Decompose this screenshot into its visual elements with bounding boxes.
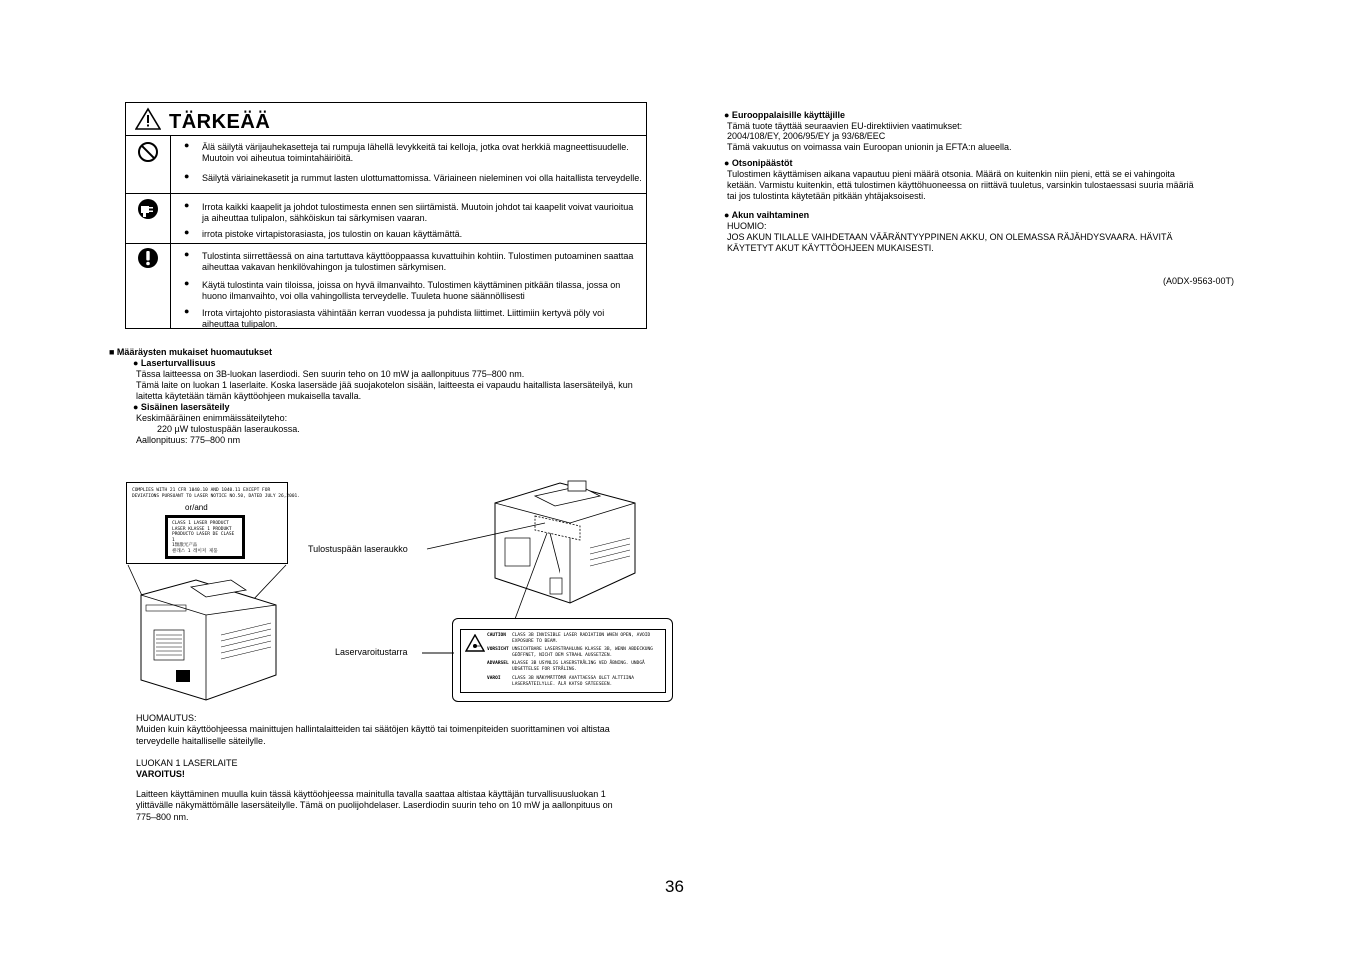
varoitus-heading: VAROITUS! <box>136 769 185 779</box>
warning-item: Irrota virtajohto pistorasiasta vähintään kerran vuodessa ja puhdista liittimet. Liittimiin kertyvä pöly voi aiheuttaa tulipalon. <box>202 308 605 329</box>
ozone-line: Tulostimen käyttämisen aikana vapautuu pieni määrä otsonia. Määrä on kuitenkin niin pieni, että se ei vahingoita <box>727 169 1175 179</box>
warning-item: Irrota kaikki kaapelit ja johdot tulostimesta ennen sen siirtämistä. Muutoin johdot tai kaapelit voivat vaurioitua ja aiheuttaa tulipalon, sähköiskun tai särkymisen vaaran. <box>202 202 634 223</box>
caution-text: CLASS 3B INVISIBLE LASER RADIATION WHEN OPEN, AVOID EXPOSURE TO BEAM. <box>512 633 651 644</box>
prohibited-icon <box>137 141 159 163</box>
internal-radiation-line: Aallonpituus: 775–800 nm <box>136 435 241 445</box>
warning-title: TÄRKEÄÄ <box>169 111 271 133</box>
class1-line: PRODUCTO LASER DE CLASE 1 <box>172 532 235 543</box>
warning-item: Älä säilytä värijauhekasetteja tai rumpuja lähellä levykkeitä tai kelloja, jotka ovat herkkiä magneettisuudelle. Muutoin voi aiheutua toimintahäiriöitä. <box>202 142 629 163</box>
warning-triangle-icon <box>135 107 161 131</box>
varoitus-line: ylittävälle näkymättömälle lasersäteilylle. Tämä on puolijohdelaser. Laserdiodin suurin teho on 10 mW ja aallonpituus on <box>136 800 613 810</box>
varoitus-line: 775–800 nm. <box>136 812 189 822</box>
caution-head: VAROI <box>487 676 501 681</box>
printer-rear-illustration <box>136 575 281 705</box>
ozone-line: tai jos tulostinta käytetään pitkään yhtäjaksoisesti. <box>727 191 926 201</box>
caution-text: CLASS 3B NÄKYMÄTTÖMÄ AVATTAESSA OLET ALTTIINA LASERSÄTEILYLLE. ÄLÄ KATSO SÄTEESEEN. <box>512 676 634 687</box>
battery-line: HUOMIO: <box>727 221 767 231</box>
bullet: ● <box>184 140 190 150</box>
caution-text: UNSICHTBARE LASERSTRAHLUNG KLASSE 3B, WENN ABDECKUNG GEÖFFNET, NICHT DEM STRAHL AUSSETZEN. <box>512 647 653 658</box>
class1-heading: LUOKAN 1 LASERLAITE <box>136 758 238 768</box>
notice-label: HUOMAUTUS: <box>136 713 197 723</box>
internal-radiation-line: 220 µW tulostuspään laseraukossa. <box>157 424 300 434</box>
bullet: ● <box>184 227 190 237</box>
battery-heading: ● Akun vaihtaminen <box>724 210 810 220</box>
internal-radiation-heading: ● Sisäinen lasersäteily <box>133 402 230 412</box>
notice-line: Muiden kuin käyttöohjeessa mainittujen hallintalaitteiden tai säätöjen käyttö tai toimenpiteiden suorittaminen voi altistaa <box>136 724 610 734</box>
battery-line: KÄYTETYT AKUT KÄYTTÖOHJEEN MUKAISESTI. <box>727 243 934 253</box>
class1-line: CLASS 1 LASER PRODUCT <box>172 521 229 526</box>
bullet: ● <box>184 249 190 259</box>
laser-safety-line: Tässa laitteessa on 3B-luokan laserdiodi. Sen suurin teho on 10 mW ja aallonpituus 775–800 nm. <box>136 369 525 379</box>
warning-item: Käytä tulostinta vain tiloissa, joissa on hyvä ilmanvaihto. Tulostimen käyttäminen pitkään tilassa, jossa on huono ilmanvaihto, voi olla vahingollista terveydelle. Tuuleta huone säännöllisesti <box>202 280 621 301</box>
ozone-line: ketään. Varmistu kuitenkin, että tulostimen käyttöhuoneessa on riittävä tuuletus, varsinkin tulostaessasi suuria määriä <box>727 180 1194 190</box>
laser-safety-line: laitetta käytetään tämän käyttöohjeen mukaisella tavalla. <box>136 391 362 401</box>
warning-header <box>126 103 646 136</box>
bullet: ● <box>184 278 190 288</box>
compliance-text: COMPLIES WITH 21 CFR 1040.10 AND 1040.11 EXCEPT FOR <box>132 488 271 493</box>
warning-item: Säilytä väriainekasetit ja rummut lasten ulottumattomissa. Väriaineen nieleminen voi olla haitallista terveydelle. <box>202 173 642 183</box>
battery-line: JOS AKUN TILALLE VAIHDETAAN VÄÄRÄNTYYPPINEN AKKU, ON OLEMASSA RÄJÄHDYSVAARA. HÄVITÄ <box>727 232 1173 242</box>
eu-line: 2004/108/EY, 2006/95/EY ja 93/68/EEC <box>727 131 886 141</box>
ozone-heading: ● Otsonipäästöt <box>724 158 793 168</box>
class1-label <box>165 515 245 559</box>
laser-safety-line: Tämä laite on luokan 1 laserlaite. Koska lasersäde jää suojakotelon sisään, laitteesta ei vapaudu haitallista lasersäteilyä, kun <box>136 380 633 390</box>
laser-safety-heading: ● Laserturvallisuus <box>133 358 216 368</box>
bullet: ● <box>184 200 190 210</box>
page-number: 36 <box>665 877 684 896</box>
warning-section-prohibited <box>126 136 646 194</box>
class1-line: 1類激光产品 <box>172 543 198 548</box>
warning-box <box>125 102 647 329</box>
warning-item: irrota pistoke virtapistorasiasta, jos tulostin on kauan käyttämättä. <box>202 229 463 239</box>
eu-line: Tämä tuote täyttää seuraavien EU-direktiivien vaatimukset: <box>727 121 963 131</box>
caution-head: VORSICHT <box>487 647 509 652</box>
regulatory-heading: ■ Määräysten mukaiset huomautukset <box>109 347 272 357</box>
exclamation-icon <box>137 247 159 269</box>
caution-head: CAUTION <box>487 633 506 638</box>
internal-radiation-line: Keskimääräinen enimmäissäteilyteho: <box>136 413 288 423</box>
laser-hazard-icon <box>465 634 485 652</box>
compliance-text: DEVIATIONS PURSUANT TO LASER NOTICE NO.50, DATED JULY 26,2001. <box>132 494 300 499</box>
document-code: (A0DX-9563-00T) <box>1163 276 1235 286</box>
unplug-icon <box>137 198 159 220</box>
caution-head: ADVARSEL <box>487 661 509 666</box>
varoitus-line: Laitteen käyttäminen muulla kuin tässä käyttöohjeessa mainitulla tavalla saattaa altistaa käyttäjän turvallisuusluokan 1 <box>136 789 606 799</box>
callout-laser-warning-label: Laservaroitustarra <box>335 647 408 657</box>
bullet: ● <box>184 306 190 316</box>
eu-line: Tämä vakuutus on voimassa vain Euroopan unionin ja EFTA:n alueella. <box>727 142 1012 152</box>
warning-section-unplug <box>126 194 646 244</box>
class1-line: LASER KLASSE 1 PRODUKT <box>172 526 232 532</box>
bullet: ● <box>184 171 190 181</box>
or-and-text: or/and <box>185 503 208 512</box>
laser-caution-label <box>452 618 673 702</box>
eu-heading: ● Eurooppalaisille käyttäjille <box>724 110 845 120</box>
class1-line: 클래스 1 레이저 제품 <box>172 548 218 554</box>
compliance-label <box>126 482 300 564</box>
warning-section-caution <box>126 244 646 328</box>
warning-item: Tulostinta siirrettäessä on aina tartuttava käyttöoppaassa kuvattuihin kohtiin. Tulostimen putoaminen saattaa aiheuttaa vakavan henkilövahingon ja tulostimen särkymisen. <box>202 251 634 272</box>
caution-text: KLASSE 3B USYNLIG LASERSTRÅLING VED ÅBNING. UNDGÅ UDSÆTTELSE FOR STRÅLING. <box>512 661 645 672</box>
notice-line: terveydelle haitalliselle säteilylle. <box>136 736 266 746</box>
callout-laser-aperture: Tulostuspään laseraukko <box>308 544 408 554</box>
caution-inner <box>460 629 666 693</box>
